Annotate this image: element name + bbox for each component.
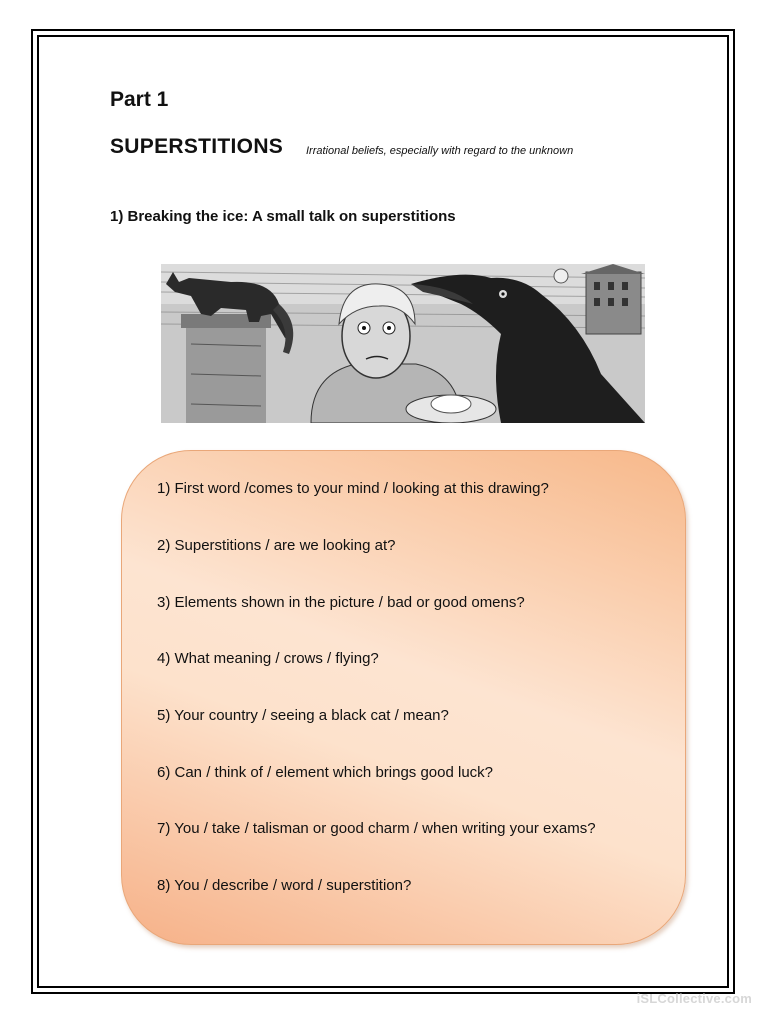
question-item: 7) You / take / talisman or good charm / when writing your exams? — [157, 820, 596, 837]
part-heading: Part 1 — [110, 88, 169, 111]
question-item: 1) First word /comes to your mind / looking at this drawing? — [157, 480, 549, 497]
question-item: 6) Can / think of / element which brings good luck? — [157, 764, 494, 781]
question-item: 5) Your country / seeing a black cat / mean? — [157, 707, 449, 724]
question-item: 4) What meaning / crows / flying? — [157, 650, 379, 667]
question-item: 3) Elements shown in the picture / bad or good omens? — [157, 594, 525, 611]
title-definition: Irrational beliefs, especially with regard to the unknown — [306, 145, 574, 157]
question-item: 8) You / describe / word / superstition? — [157, 877, 412, 894]
question-item: 2) Superstitions / are we looking at? — [157, 537, 396, 554]
superstition-illustration — [161, 264, 645, 423]
site-watermark: iSLCollective.com — [636, 991, 752, 1006]
worksheet-title: SUPERSTITIONS — [110, 135, 284, 158]
section-heading: 1) Breaking the ice: A small talk on superstitions — [110, 208, 456, 225]
questions-panel — [121, 450, 686, 945]
